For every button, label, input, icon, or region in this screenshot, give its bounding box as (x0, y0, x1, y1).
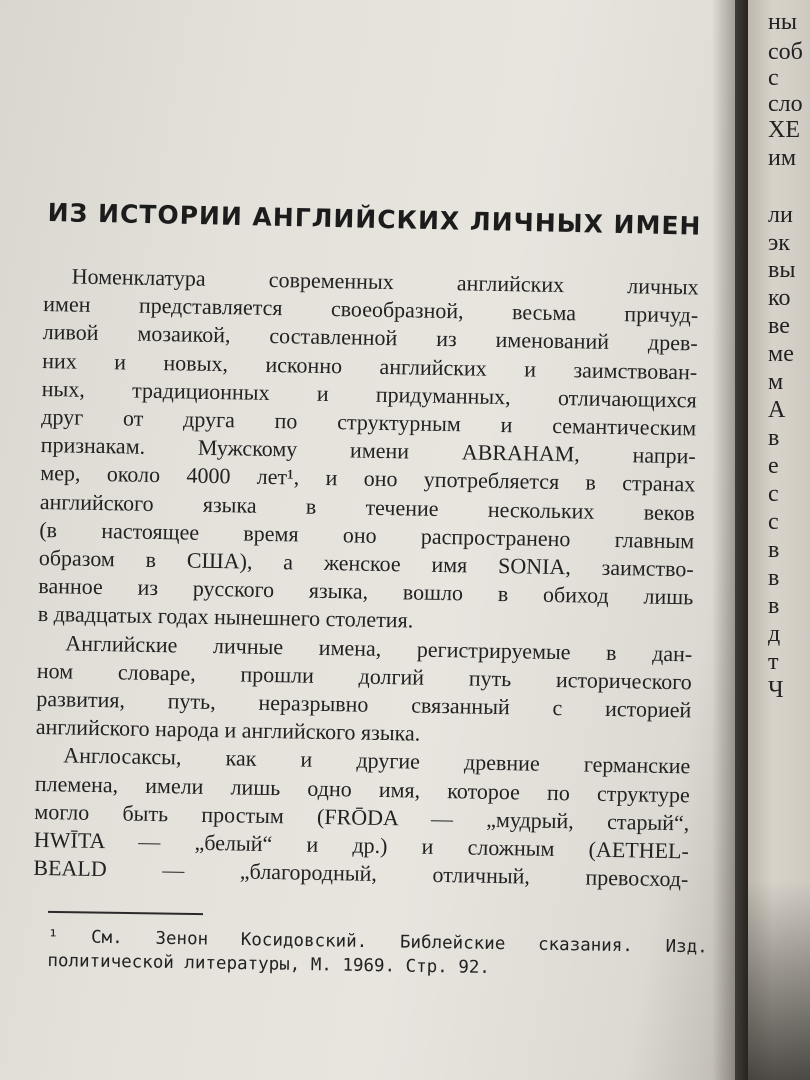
facing-page-fragment: д (768, 621, 781, 647)
facing-page-fragment: т (768, 649, 779, 675)
facing-page-fragment: ко (768, 285, 791, 311)
facing-page-fragment: м (768, 369, 784, 395)
facing-page-fragment: соб (768, 39, 803, 65)
text-line: них и новых, исконно английских и заимствован- (42, 347, 698, 385)
text-line: английского языка в течение нескольких веков (39, 488, 695, 526)
facing-page-fragment: с (768, 509, 779, 535)
text-line: HWĪTA — „белый“ и др.) и сложным (AETHEL- (33, 826, 690, 864)
text-line: ванное из русского языка, вошло в обиход лишь (38, 573, 694, 610)
text-line: ном словаре, прошли долгий путь исторического (36, 657, 692, 695)
facing-page-edge (748, 0, 810, 1080)
facing-page-fragment: в (768, 537, 780, 563)
text-line: английского народа и английского языка. (35, 714, 421, 746)
chapter-heading: ИЗ ИСТОРИИ АНГЛИЙСКИХ ЛИЧНЫХ ИМЕН (47, 198, 702, 241)
text-line: Английские личные имена, регистрируемые в дан- (65, 630, 693, 667)
facing-page-fragment: в (768, 593, 780, 619)
facing-page-fragment: ХЕ (768, 117, 800, 143)
text-line: образом в США), а женское имя SONIA, заимство- (38, 544, 694, 582)
facing-page-fragment: е (768, 453, 779, 479)
paragraph-2 (36, 629, 693, 753)
text-line: (в настоящее время оно распространено главным (39, 516, 695, 554)
text-line: ливой мозаикой, составленной из именований древ- (42, 319, 698, 356)
footnote-line: ¹ См. Зенон Косидовский. Библейские сказания. Изд. (47, 926, 708, 958)
text-line: в двадцатых годах нынешнего столетия. (37, 601, 414, 633)
facing-page-fragment: сло (768, 91, 803, 117)
facing-page-fragment: А (768, 397, 786, 423)
facing-page-fragment: с (768, 481, 779, 507)
facing-page-fragment: в (768, 565, 780, 591)
text-line: друг от друга по структурным и семантическим (41, 403, 697, 441)
text-line: мер, около 4000 лет¹, и оно употребляется в странах (40, 460, 696, 497)
text-line: Англосаксы, как и другие древние германские (63, 742, 691, 779)
footnote-line: политической литературы, М. 1969. Стр. 92. (47, 950, 491, 978)
text-line: ных, традиционных и придуманных, отличающихся (41, 375, 697, 413)
text-line: племена, имели лишь одно имя, которое по структуре (34, 770, 691, 808)
facing-page-fragment: эк (768, 230, 790, 256)
facing-page-fragment: ны (768, 9, 797, 35)
facing-page-fragment: им (768, 145, 797, 171)
text-line: могло быть простым (FRŌDA — „мудрый, старый“, (34, 798, 690, 836)
text-line: BEALD — „благородный, отличный, превосход- (33, 855, 689, 892)
facing-page-fragment: в (768, 425, 780, 451)
facing-page-fragment: ли (768, 202, 793, 228)
body-text (33, 262, 699, 894)
facing-page-fragment: с (768, 65, 779, 91)
footnote (47, 925, 708, 983)
paragraph-1 (38, 262, 699, 640)
facing-page-fragment: Ч (768, 677, 784, 703)
facing-page-fragment: ме (768, 341, 794, 367)
text-line: признакам. Мужскому имени ABRAHAM, напри- (40, 432, 696, 469)
text-line: развития, путь, неразрывно связанный с историей (36, 685, 692, 723)
facing-page-fragment: ве (768, 313, 790, 339)
text-line: имен представляется своеобразной, весьма причуд- (43, 291, 699, 328)
page-shadow (748, 880, 810, 1080)
book-gutter (712, 0, 752, 1080)
paragraph-3 (33, 741, 690, 893)
facing-page-fragment: вы (768, 257, 796, 283)
text-line: Номенклатура современных английских личных (71, 263, 699, 300)
footnote-rule (48, 911, 203, 915)
